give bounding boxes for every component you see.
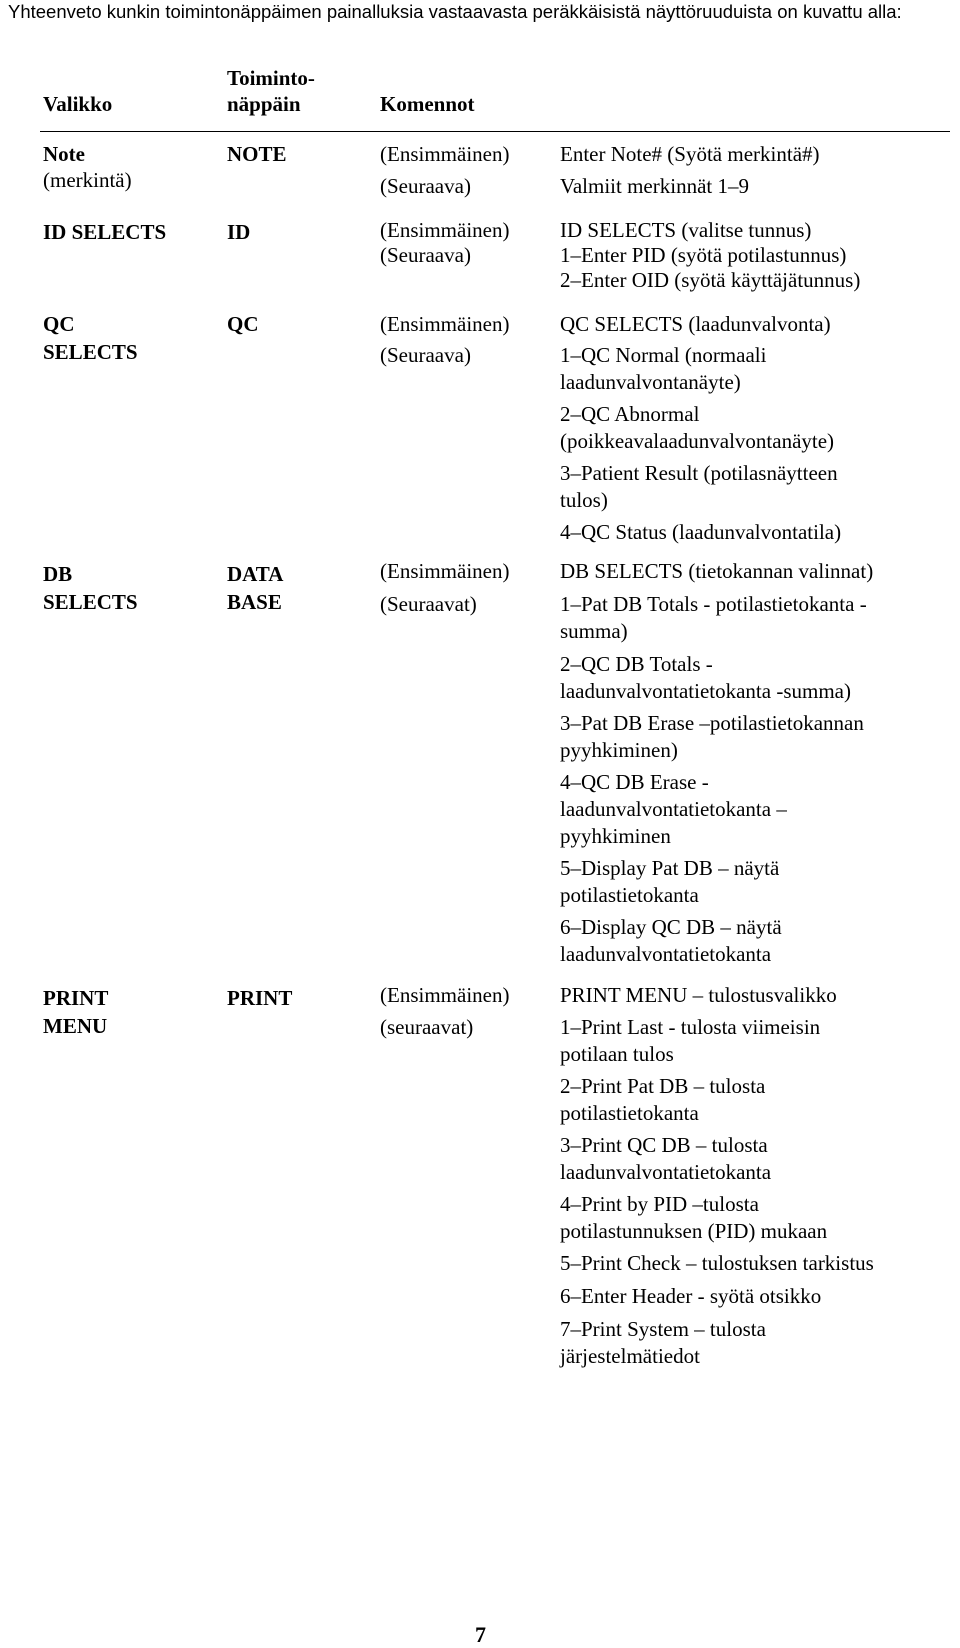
db-line-0: DB SELECTS (tietokannan valinnat) — [560, 559, 874, 583]
db-line-6: pyyhkiminen) — [560, 738, 678, 762]
id-menu: ID SELECTS — [43, 220, 167, 244]
print-line-7: 4–Print by PID –tulosta — [560, 1192, 759, 1216]
print-line-6: laadunvalvontatietokanta — [560, 1160, 772, 1184]
print-line-2: potilaan tulos — [560, 1042, 674, 1066]
note-line-1: Valmiit merkinnät 1–9 — [560, 174, 749, 198]
note-menu-line2 — [43, 166, 132, 194]
qc-line-4: (poikkeavalaadunvalvontanäyte) — [560, 429, 835, 453]
db-line-3: 2–QC DB Totals - — [560, 652, 713, 676]
print-menu-line1: PRINT — [43, 986, 109, 1010]
qc-menu-line2: SELECTS — [43, 340, 138, 364]
qc-next: (Seuraava) — [380, 343, 471, 367]
note-menu-line1: Note — [43, 142, 85, 166]
db-line-5: 3–Pat DB Erase –potilastietokannan — [560, 711, 864, 735]
id-line-1: 1–Enter PID (syötä potilastunnus) — [560, 243, 847, 267]
print-line-11: 7–Print System – tulosta — [560, 1317, 766, 1341]
db-menu-line2: SELECTS — [43, 590, 138, 614]
note-first: (Ensimmäinen) — [380, 142, 510, 166]
qc-first: (Ensimmäinen) — [380, 312, 510, 336]
print-line-12: järjestelmätiedot — [560, 1344, 700, 1368]
print-line-1: 1–Print Last - tulosta viimeisin — [560, 1015, 821, 1039]
db-next: (Seuraavat) — [380, 592, 477, 616]
db-menu-line1: DB — [43, 562, 73, 586]
header-key-line2: näppäin — [227, 92, 301, 116]
print-menu-line2: MENU — [43, 1014, 108, 1038]
note-next: (Seuraava) — [380, 174, 471, 198]
header-rule — [40, 131, 950, 132]
intro-paragraph: Yhteenveto kunkin toimintonäppäimen painalluksia vastaavasta peräkkäisistä näyttöruuduista on kuvattu alla: — [8, 1, 902, 22]
db-line-11: potilastietokanta — [560, 883, 699, 907]
qc-line-2: laadunvalvontanäyte) — [560, 370, 741, 394]
qc-line-0: QC SELECTS (laadunvalvonta) — [560, 312, 831, 336]
db-key-line1: DATA — [227, 562, 284, 586]
print-line-5: 3–Print QC DB – tulosta — [560, 1133, 768, 1157]
qc-line-7: 4–QC Status (laadunvalvontatila) — [560, 520, 842, 544]
note-key: NOTE — [227, 142, 287, 166]
db-line-10: 5–Display Pat DB – näytä — [560, 856, 780, 880]
page-number: 7 — [475, 1622, 486, 1647]
note-line-0: Enter Note# (Syötä merkintä#) — [560, 142, 820, 166]
print-next: (seuraavat) — [380, 1015, 474, 1039]
qc-line-6: tulos) — [560, 488, 608, 512]
db-key-line2: BASE — [227, 590, 282, 614]
db-line-4: laadunvalvontatietokanta -summa) — [560, 679, 851, 703]
print-first: (Ensimmäinen) — [380, 983, 510, 1007]
db-line-9: pyyhkiminen — [560, 824, 671, 848]
header-commands: Komennot — [380, 92, 475, 116]
qc-line-3: 2–QC Abnormal — [560, 402, 700, 426]
db-line-2: summa) — [560, 619, 628, 643]
db-line-13: laadunvalvontatietokanta — [560, 942, 772, 966]
id-next: (Seuraava) — [380, 243, 471, 267]
db-line-7: 4–QC DB Erase - — [560, 770, 709, 794]
db-first: (Ensimmäinen) — [380, 559, 510, 583]
qc-key: QC — [227, 312, 259, 336]
db-line-8: laadunvalvontatietokanta – — [560, 797, 787, 821]
id-line-0: ID SELECTS (valitse tunnus) — [560, 218, 812, 242]
print-line-0: PRINT MENU – tulostusvalikko — [560, 983, 837, 1007]
header-menu: Valikko — [43, 92, 113, 116]
print-line-8: potilastunnuksen (PID) mukaan — [560, 1219, 828, 1243]
print-line-9: 5–Print Check – tulostuksen tarkistus — [560, 1251, 874, 1275]
id-key: ID — [227, 220, 251, 244]
header-key-line1: Toiminto- — [227, 66, 315, 90]
print-line-3: 2–Print Pat DB – tulosta — [560, 1074, 766, 1098]
note-menu-line2-text: (merkintä) — [43, 168, 132, 192]
qc-menu-line1: QC — [43, 312, 75, 336]
print-key: PRINT — [227, 986, 293, 1010]
print-line-4: potilastietokanta — [560, 1101, 699, 1125]
db-line-12: 6–Display QC DB – näytä — [560, 915, 782, 939]
db-line-1: 1–Pat DB Totals - potilastietokanta - — [560, 592, 867, 616]
id-first: (Ensimmäinen) — [380, 218, 510, 242]
id-line-2: 2–Enter OID (syötä käyttäjätunnus) — [560, 268, 861, 292]
print-line-10: 6–Enter Header - syötä otsikko — [560, 1284, 822, 1308]
qc-line-1: 1–QC Normal (normaali — [560, 343, 767, 367]
qc-line-5: 3–Patient Result (potilasnäytteen — [560, 461, 838, 485]
